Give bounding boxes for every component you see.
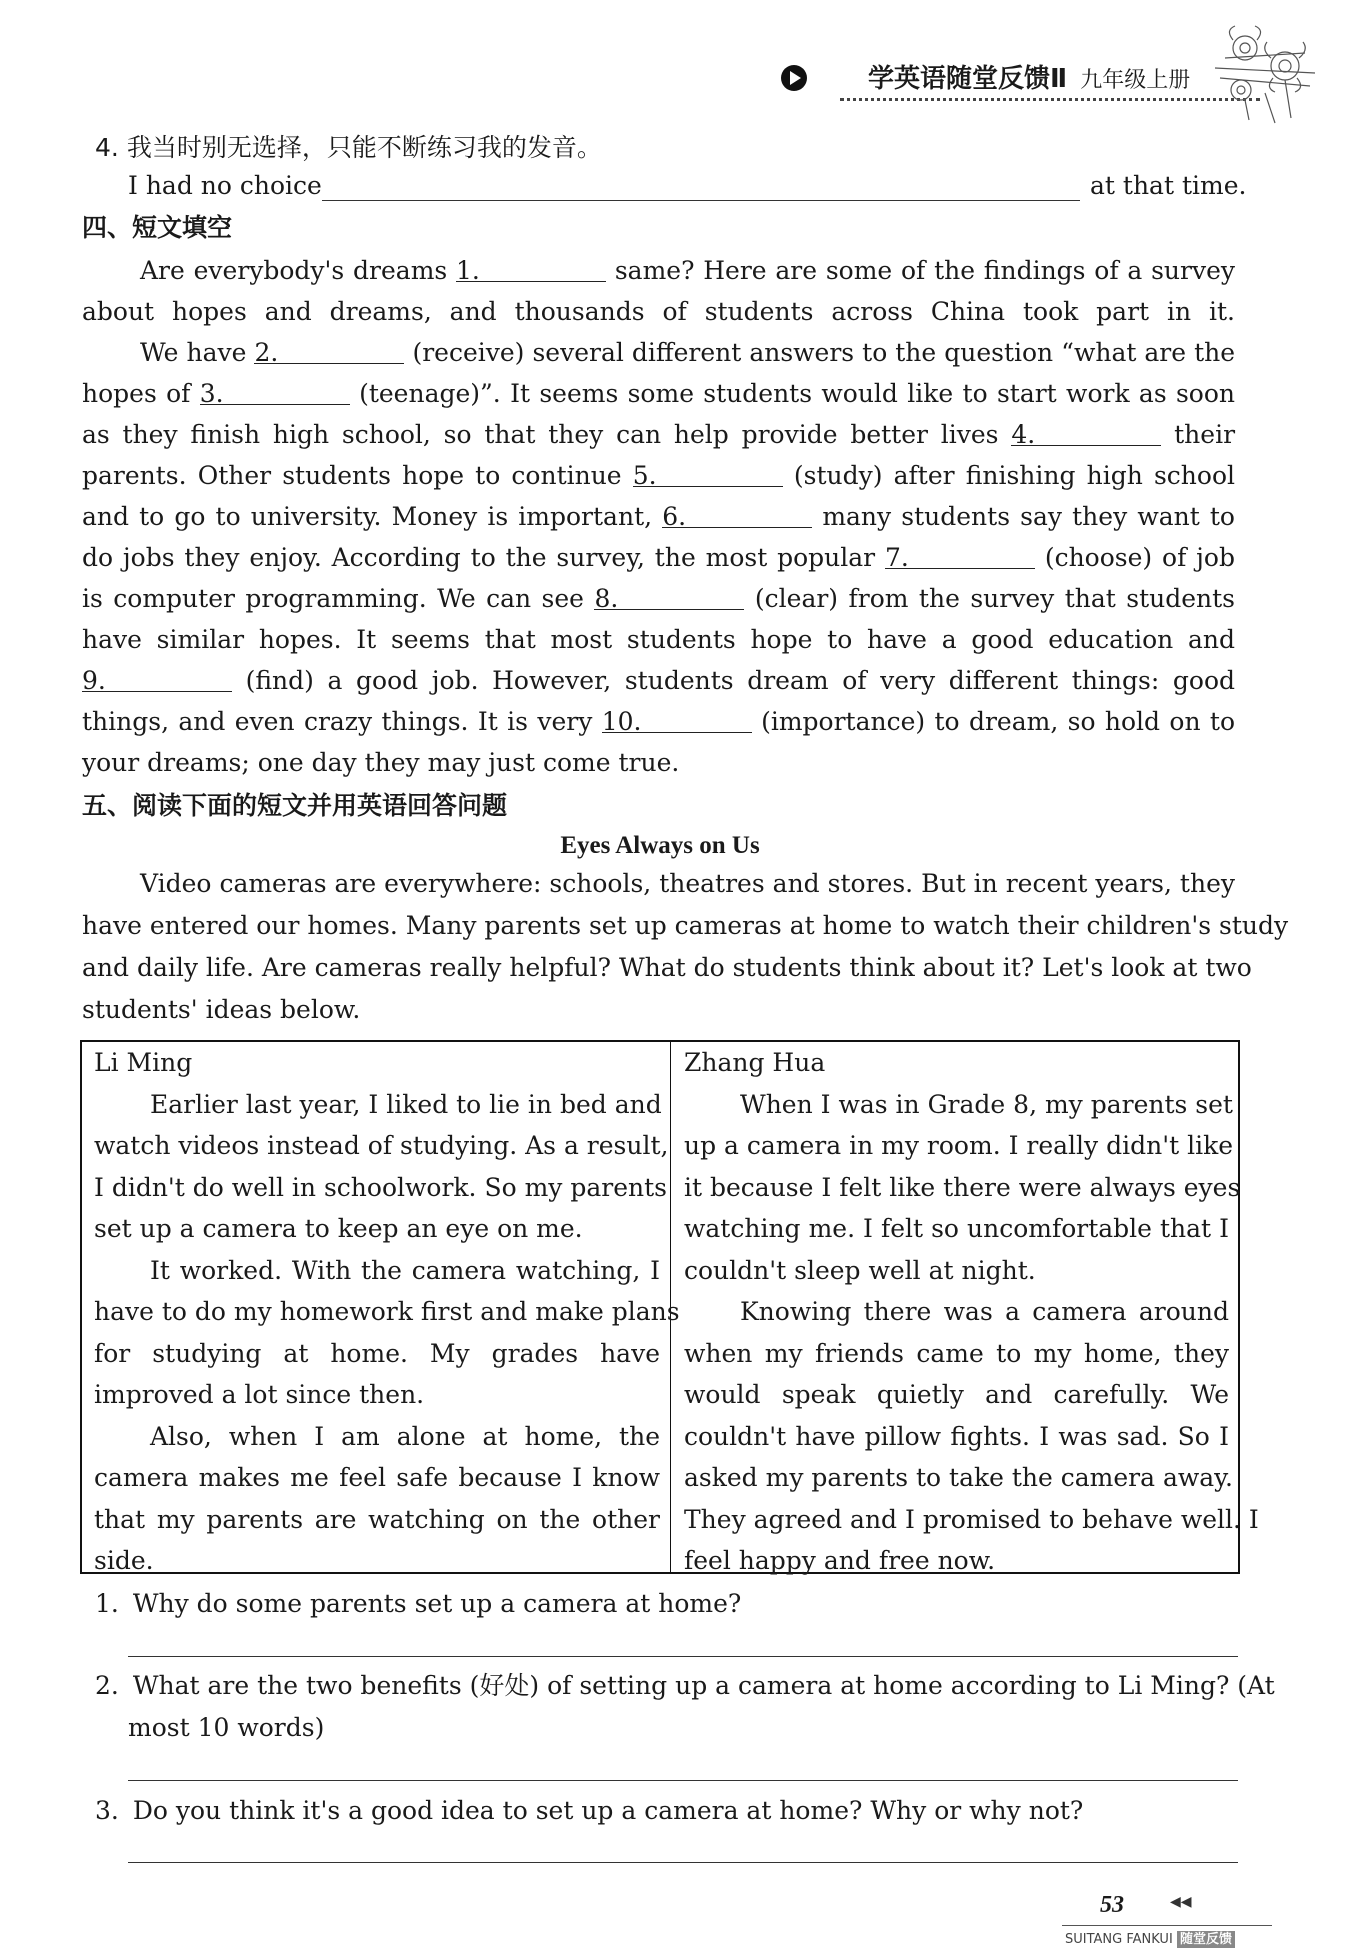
passage-text: (teenage)”. It seems some students would like to start work as soon: [359, 379, 1236, 408]
passage-text: We have: [140, 338, 247, 367]
fill-blank[interactable]: [884, 542, 1035, 572]
header-series: Ⅱ: [1050, 64, 1068, 94]
item4-answer-line[interactable]: [322, 200, 1080, 201]
header-dotted-rule: [840, 98, 1260, 101]
passage-title: Eyes Always on Us: [560, 832, 760, 859]
passage-text: as they finish high school, so that they can help provide better lives: [82, 420, 999, 449]
passage-text: their: [1174, 420, 1236, 449]
header-grade: 九年级上册: [1080, 68, 1191, 93]
cell-line: improved a lot since then.: [94, 1380, 425, 1409]
question-1-answer-line[interactable]: [128, 1656, 1238, 1657]
passage-line: [82, 296, 1235, 328]
passage-line: [140, 337, 1235, 369]
cell-line: I didn't do well in schoolwork. So my parents: [94, 1172, 667, 1202]
passage-line: [82, 542, 1235, 574]
blank-number: 7.: [884, 543, 909, 572]
passage-text: have similar hopes. It seems that most students hope to have a good education and: [82, 625, 1235, 654]
intro-line: Video cameras are everywhere: schools, theatres and stores. But in recent years, they: [140, 869, 1235, 898]
cell-line: watching me. I felt so uncomfortable that I: [684, 1214, 1229, 1243]
cell-line: couldn't sleep well at night.: [684, 1255, 1036, 1285]
intro-line: students' ideas below.: [82, 995, 361, 1024]
question-2-text-cont: most 10 words): [128, 1713, 325, 1742]
li-ming-cell: [94, 1042, 680, 1582]
cell-line: Earlier last year, I liked to lie in bed and: [150, 1089, 662, 1119]
fill-blank[interactable]: [662, 501, 812, 531]
fill-blank[interactable]: [82, 665, 232, 695]
passage-line: [140, 255, 1235, 287]
fill-blank[interactable]: [254, 337, 404, 367]
question-3-number: 3.: [95, 1796, 119, 1825]
fill-blank[interactable]: [601, 706, 752, 736]
passage-text: about hopes and dreams, and thousands of students across China took part in it.: [82, 297, 1235, 326]
cell-line: It worked. With the camera watching, I: [150, 1255, 660, 1285]
page-number: 53: [1100, 1892, 1124, 1918]
cell-line: Knowing there was a camera around: [740, 1297, 1229, 1326]
cell-line: that my parents are watching on the other: [94, 1504, 660, 1534]
passage-text: (find) a good job. However, students dream of very different things: good: [245, 666, 1235, 695]
passage-text: things, and even crazy things. It is very: [82, 707, 593, 736]
passage-line: [82, 624, 1235, 656]
cell-line: camera makes me feel safe because I know: [94, 1463, 660, 1492]
intro-line: have entered our homes. Many parents set up cameras at home to watch their children's study: [82, 911, 1289, 940]
item4-suffix: at that time.: [1090, 171, 1247, 200]
zhang-hua-cell: [684, 1042, 1259, 1582]
passage-text: many students say they want to: [822, 502, 1235, 531]
passage-line: [82, 501, 1235, 533]
blank-number: 10.: [601, 707, 642, 736]
footer-rule: [1062, 1925, 1272, 1926]
blank-number: 9.: [82, 666, 106, 695]
passage-text: is computer programming. We can see: [82, 584, 584, 613]
passage-line: [82, 706, 1235, 738]
blank-number: 6.: [662, 502, 687, 531]
cell-line: feel happy and free now.: [684, 1546, 996, 1575]
fill-blank[interactable]: [594, 583, 744, 613]
footer-brand-cn: 随堂反馈: [1177, 1931, 1235, 1948]
section4-heading: 四、短文填空: [82, 213, 233, 242]
passage-text: (study) after finishing high school: [793, 461, 1235, 490]
passage-text: (choose) of job: [1044, 543, 1235, 572]
cell-line: When I was in Grade 8, my parents set: [740, 1089, 1233, 1119]
cell-line: watch videos instead of studying. As a result,: [94, 1131, 669, 1160]
blank-number: 8.: [594, 584, 619, 613]
question-2-number: 2.: [95, 1671, 119, 1700]
passage-text: and to go to university. Money is important,: [82, 502, 653, 531]
passage-text: your dreams; one day they may just come true.: [82, 748, 680, 777]
passage-line: [82, 665, 1235, 697]
passage-text: hopes of: [82, 379, 191, 408]
question-1-number: 1.: [95, 1589, 119, 1618]
footer-brand-pinyin: SUITANG FANKUI: [1065, 1932, 1173, 1947]
question-2-answer-line[interactable]: [128, 1780, 1238, 1781]
fill-blank[interactable]: [1011, 419, 1161, 449]
cell-line: when my friends came to my home, they: [684, 1338, 1229, 1368]
blank-number: 3.: [199, 379, 224, 408]
cell-line: They agreed and I promised to behave well. I: [684, 1504, 1259, 1534]
passage-text: do jobs they enjoy. According to the survey, the most popular: [82, 543, 876, 572]
blank-number: 4.: [1011, 420, 1036, 449]
question-2-text: What are the two benefits (好处) of setting up a camera at home according to Li Ming? (At: [132, 1671, 1275, 1700]
cell-line: asked my parents to take the camera away.: [684, 1463, 1233, 1492]
sunflower-decoration-icon: [1205, 18, 1325, 128]
passage-line: [82, 747, 679, 779]
cell-line: side.: [94, 1546, 154, 1575]
li-ming-name: Li Ming: [94, 1048, 193, 1077]
intro-line: and daily life. Are cameras really helpful? What do students think about it? Let's look at two: [82, 953, 1252, 982]
passage-text: (receive) several different answers to the question “what are the: [412, 338, 1236, 367]
cell-line: Also, when I am alone at home, the: [150, 1421, 660, 1451]
passage-text: (clear) from the survey that students: [754, 584, 1236, 613]
passage-text: same? Here are some of the findings of a survey: [614, 256, 1236, 285]
passage-text: Are everybody's dreams: [140, 256, 448, 285]
fill-blank[interactable]: [632, 460, 783, 490]
cell-line: for studying at home. My grades have: [94, 1338, 660, 1368]
passage-line: [82, 460, 1235, 492]
question-3-text: Do you think it's a good idea to set up a camera at home? Why or why not?: [132, 1796, 1084, 1825]
section5-heading: 五、阅读下面的短文并用英语回答问题: [82, 791, 508, 820]
cell-line: up a camera in my room. I really didn't like: [684, 1131, 1234, 1160]
item4-chinese: 我当时别无选择，只能不断练习我的发音。: [126, 133, 602, 162]
passage-line: [82, 583, 1235, 615]
cell-line: would speak quietly and carefully. We: [684, 1380, 1229, 1409]
blank-number: 5.: [632, 461, 657, 490]
header-title: 学英语随堂反馈: [868, 64, 1051, 94]
blank-number: 2.: [254, 338, 279, 367]
cell-line: couldn't have pillow fights. I was sad. So I: [684, 1421, 1229, 1451]
fill-blank[interactable]: [456, 255, 606, 285]
zhang-hua-name: Zhang Hua: [684, 1048, 826, 1077]
fill-blank[interactable]: [199, 378, 350, 408]
item4-number: 4.: [95, 133, 119, 162]
page-arrows-icon: ◀◀: [1170, 1894, 1192, 1910]
passage-line: [82, 419, 1235, 451]
blank-number: 1.: [456, 256, 480, 285]
cell-line: it because I felt like there were always eyes: [684, 1172, 1241, 1202]
cell-line: set up a camera to keep an eye on me.: [94, 1214, 583, 1243]
play-icon: [780, 64, 808, 92]
item4-prefix: I had no choice: [128, 171, 322, 200]
passage-text: parents. Other students hope to continue: [82, 461, 622, 490]
passage-text: (importance) to dream, so hold on to: [761, 707, 1236, 736]
question-3-answer-line[interactable]: [128, 1862, 1238, 1863]
cell-line: have to do my homework first and make plans: [94, 1297, 680, 1326]
question-1-text: Why do some parents set up a camera at home?: [132, 1589, 742, 1618]
passage-line: [82, 378, 1235, 410]
